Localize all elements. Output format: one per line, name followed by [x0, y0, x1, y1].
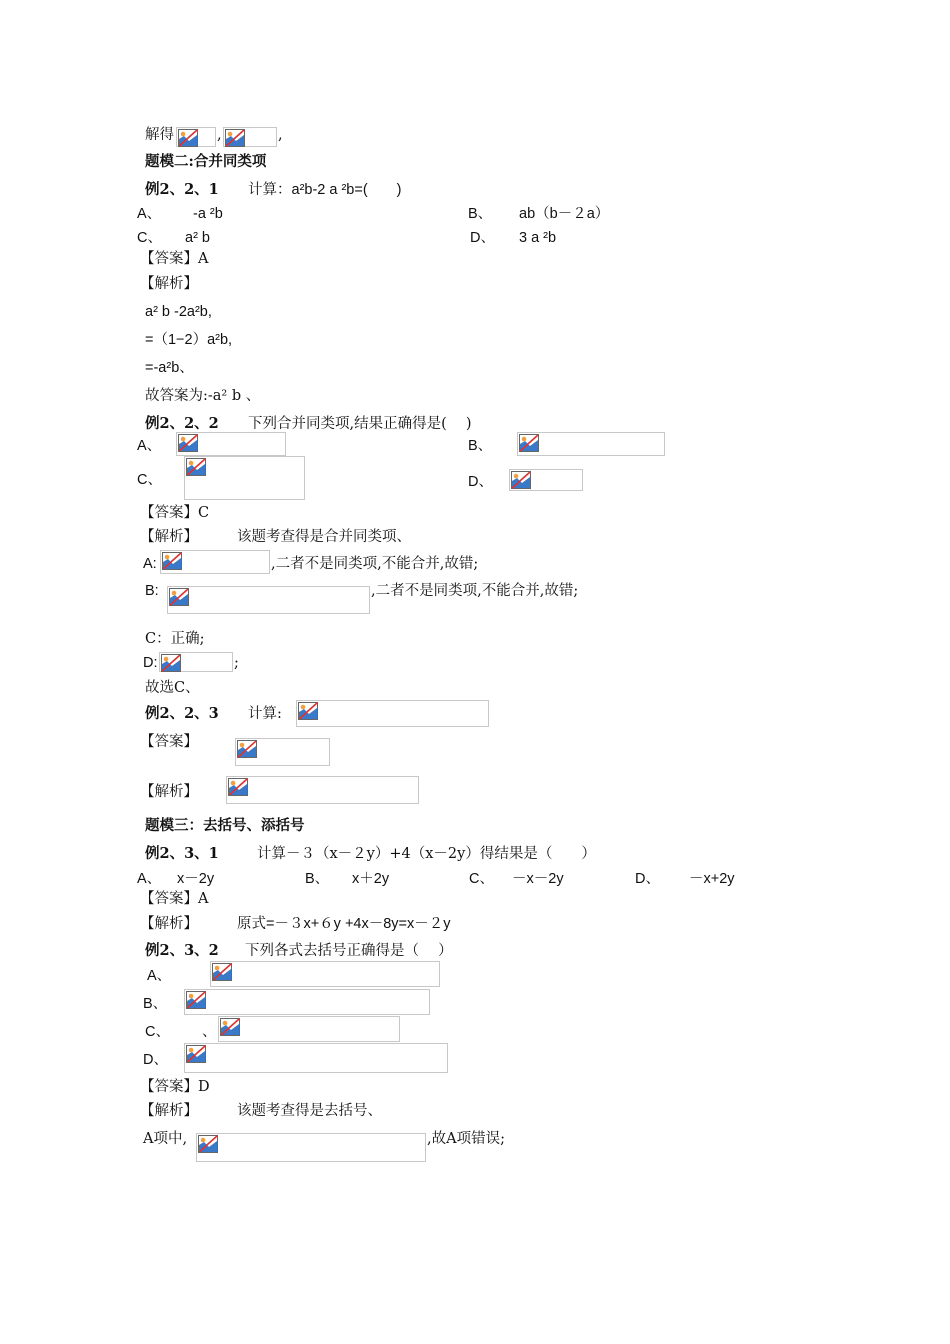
broken-image-icon [298, 702, 318, 720]
option-c-letter: C、 [469, 871, 494, 887]
analysis-label: 【解析】 [140, 784, 198, 800]
analysis-label: 【解析】 [140, 916, 198, 932]
analysis-d-text: ; [234, 655, 239, 671]
option-a-image [210, 961, 440, 987]
answer-label: 【答案】 [140, 734, 198, 750]
formula-image [167, 586, 370, 614]
analysis-c-line: C：正确; [145, 631, 205, 647]
answer-line: 【答案】A [140, 251, 209, 267]
example-label: 例2、3、1 [145, 845, 219, 862]
option-a-text: x－2y [177, 871, 215, 887]
broken-image-icon [162, 552, 182, 570]
option-d-text: 3 a ²b [519, 230, 557, 246]
option-d-letter: D、 [143, 1052, 168, 1068]
intro-prefix: 解得 [145, 127, 174, 143]
formula-image [296, 700, 489, 727]
analysis-label: 【解析】 [140, 529, 198, 545]
broken-image-icon [169, 588, 189, 606]
formula-image [160, 550, 270, 574]
option-b-letter: B、 [468, 438, 493, 454]
option-c-text: a² b [185, 230, 210, 246]
option-b-text: x＋2y [352, 871, 390, 887]
broken-image-icon [198, 1135, 218, 1153]
option-d-image [509, 469, 583, 491]
analysis-a-prefix: A项中, [143, 1131, 188, 1147]
option-d-letter: D、 [470, 230, 495, 246]
formula-image [235, 738, 330, 766]
broken-image-icon [519, 434, 539, 452]
option-c-image [218, 1016, 400, 1042]
example-label: 例2、3、2 [145, 942, 219, 959]
analysis-d-prefix: D: [143, 655, 158, 671]
solution-step: a² b -2a²b, [145, 304, 212, 320]
option-c-letter: C、 [137, 230, 162, 246]
example-label: 例2、2、1 [145, 181, 219, 198]
option-b-text: ab（b－２a） [519, 206, 610, 222]
intro-comma: , [278, 127, 283, 143]
option-d-letter: D、 [468, 474, 493, 490]
answer-line: 【答案】A [140, 891, 209, 907]
analysis-text: 原式=－３x+６y +4x－8y=x－２y [237, 916, 451, 932]
broken-image-icon [186, 1045, 206, 1063]
example-question: 计算: [248, 706, 282, 722]
example-question: 计算－３（x－２y）+4（x－2y）得结果是（ ） [257, 846, 596, 862]
formula-image [226, 776, 419, 804]
analysis-a-text: ,二者不是同类项,不能合并,故错; [271, 556, 479, 572]
option-a-letter: A、 [137, 438, 162, 454]
analysis-text: 该题考查得是去括号、 [237, 1103, 382, 1119]
broken-image-icon [220, 1018, 240, 1036]
broken-image-icon [186, 991, 206, 1009]
option-d-letter: D、 [635, 871, 660, 887]
option-a-letter: A、 [137, 206, 162, 222]
option-b-letter: B、 [143, 996, 168, 1012]
analysis-b-prefix: B: [145, 583, 159, 599]
solution-step: 故答案为:-a² b 、 [145, 388, 261, 404]
option-a-image [176, 432, 286, 456]
option-b-letter: B、 [305, 871, 330, 887]
option-c-image [184, 456, 305, 500]
option-c-separator: 、 [202, 1024, 217, 1040]
section-title: 题模二:合并同类项 [145, 153, 267, 170]
broken-image-icon [186, 458, 206, 476]
option-d-image [184, 1043, 448, 1073]
option-c-text: －x－2y [512, 871, 564, 887]
answer-line: 【答案】D [140, 1079, 210, 1095]
analysis-a-prefix: A: [143, 556, 157, 572]
analysis-label: 【解析】 [140, 276, 198, 292]
solution-step: =-a²b、 [145, 360, 194, 376]
broken-image-icon [178, 434, 198, 452]
broken-image-icon [178, 129, 198, 147]
example-label: 例2、2、3 [145, 705, 219, 722]
broken-image-icon [212, 963, 232, 981]
analysis-text: 该题考查得是合并同类项、 [237, 529, 411, 545]
option-b-image [517, 432, 665, 456]
option-a-text: -a ²b [193, 206, 223, 222]
intro-comma: , [217, 127, 222, 143]
analysis-label: 【解析】 [140, 1103, 198, 1119]
analysis-b-text: ,二者不是同类项,不能合并,故错; [371, 583, 579, 599]
broken-image-icon [161, 654, 181, 672]
broken-image-icon [225, 129, 245, 147]
broken-image-icon [511, 471, 531, 489]
answer-line: 【答案】C [140, 505, 210, 521]
formula-image [223, 127, 277, 147]
formula-image [196, 1133, 426, 1162]
option-b-letter: B、 [468, 206, 493, 222]
section-title: 题模三：去括号、添括号 [145, 817, 305, 834]
broken-image-icon [237, 740, 257, 758]
example-question: 计算：a²b-2 a ²b=( ) [248, 182, 402, 198]
option-c-letter: C、 [137, 472, 162, 488]
formula-image [176, 127, 216, 147]
solution-step: =（1−2）a²b, [145, 332, 233, 348]
formula-image [159, 652, 233, 672]
option-a-letter: A、 [147, 968, 172, 984]
option-c-letter: C、 [145, 1024, 170, 1040]
example-question: 下列合并同类项,结果正确得是( ) [248, 416, 472, 432]
analysis-a-text: ,故A项错误; [427, 1131, 505, 1147]
example-label: 例2、2、2 [145, 415, 219, 432]
option-a-letter: A、 [137, 871, 162, 887]
example-question: 下列各式去括号正确得是（ ） [245, 943, 453, 959]
option-b-image [184, 989, 430, 1015]
option-d-text: －x+2y [689, 871, 735, 887]
conclusion: 故选C、 [145, 680, 200, 696]
broken-image-icon [228, 778, 248, 796]
